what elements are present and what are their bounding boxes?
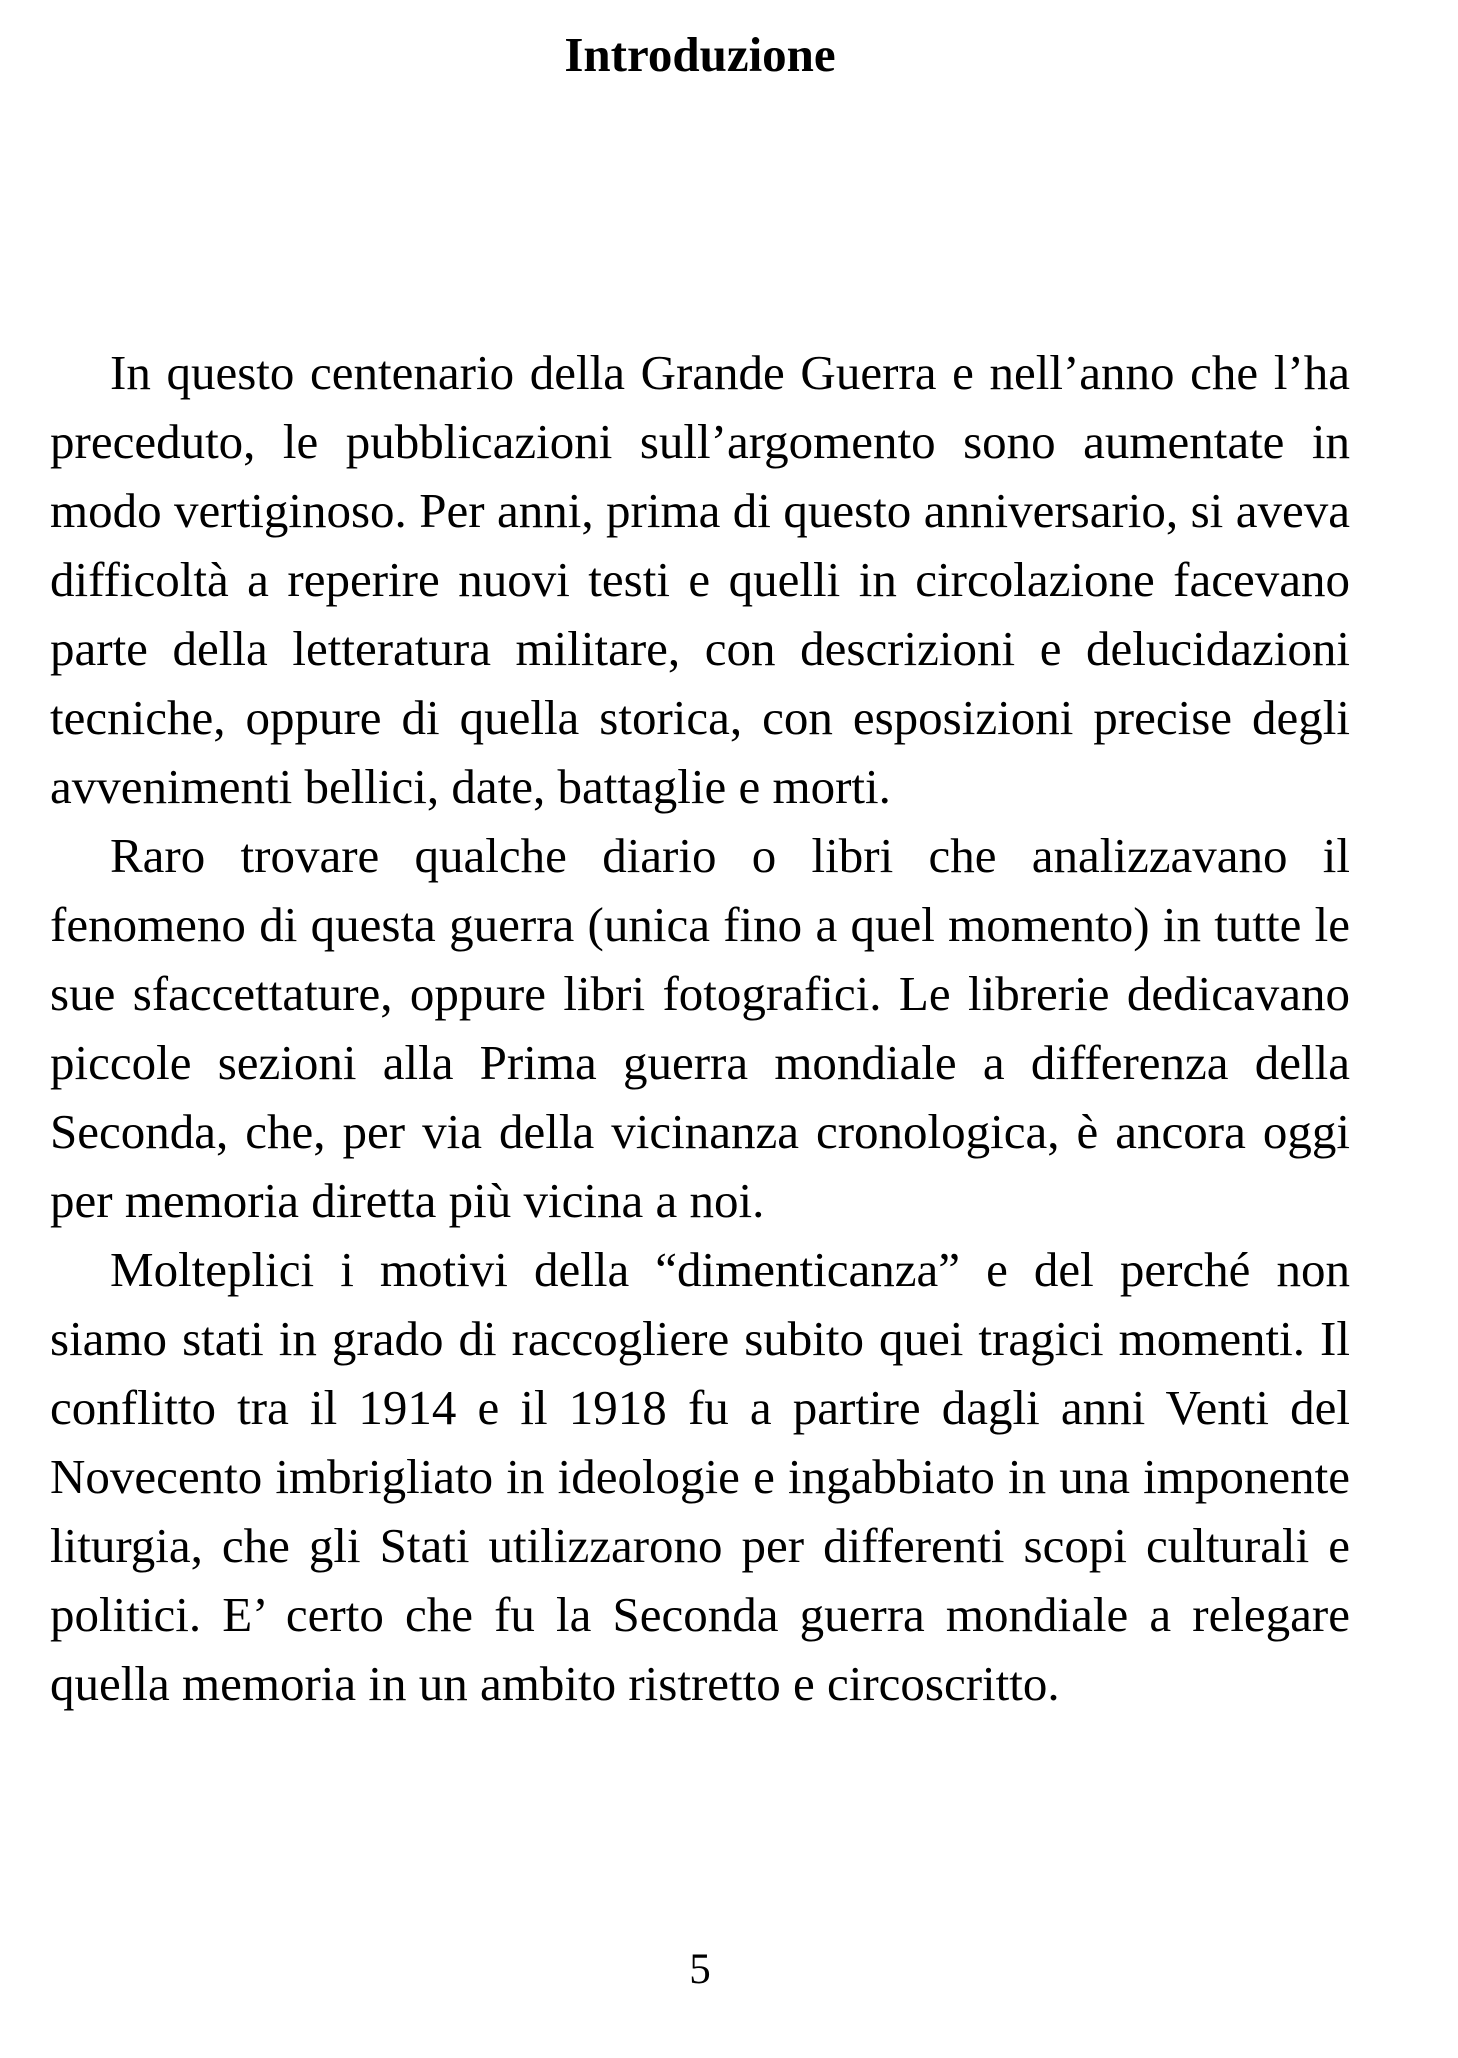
page-title: Introduzione: [564, 27, 836, 82]
paragraph: Raro trovare qualche diario o libri che analizzavano il fenomeno di questa guerra (unica fino a quel momento) in tutte le sue sfaccettature, oppure libri fotografici. Le librerie dedicavano piccole sezioni alla Prima guerra mondiale a differenza della Seconda, che, per via della vicinanza cronologica, è ancora oggi per memoria diretta più vicina a noi.: [50, 828, 1350, 1228]
paragraph: Molteplici i motivi della “dimenticanza” e del perché non siamo stati in grado di raccogliere subito quei tragici momenti. Il conflitto tra il 1914 e il 1918 fu a partire dagli anni Venti del Novecento imbrigliato in ideologie e ingabbiato in una imponente liturgia, che gli Stati utilizzarono per differenti scopi culturali e politici. E’ certo che fu la Seconda guerra mondiale a relegare quella memoria in un ambito ristretto e circoscritto.: [50, 1242, 1350, 1711]
page-number: 5: [689, 1946, 711, 1993]
body-text: [50, 338, 1350, 1718]
paragraph: In questo centenario della Grande Guerra e nell’anno che l’ha preceduto, le pubblicazioni sull’argomento sono aumentate in modo vertiginoso. Per anni, prima di questo anniversario, si aveva difficoltà a reperire nuovi testi e quelli in circolazione facevano parte della letteratura militare, con descrizioni e delucidazioni tecniche, oppure di quella storica, con esposizioni precise degli avvenimenti bellici, date, battaglie e morti.: [50, 345, 1350, 814]
